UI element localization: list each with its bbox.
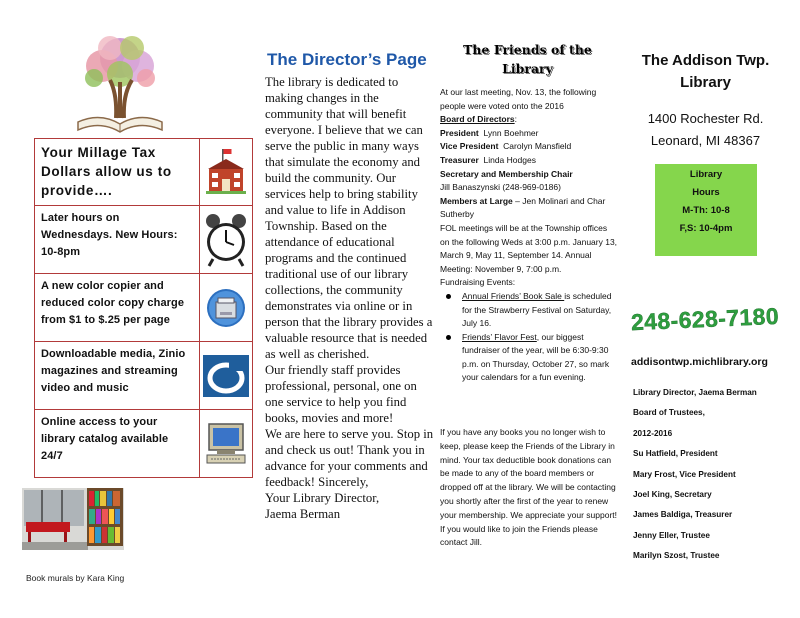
tax-table-row: [34, 274, 253, 342]
bookshelf-mural-icon: [87, 488, 123, 546]
director-page-title: The Director’s Page: [267, 50, 427, 69]
alarm-clock-icon: [203, 212, 249, 268]
director-paragraph: We are here to serve you. Stop in and check us out! Thank you in advance for your comments and feedback! Sincerely,: [265, 427, 434, 489]
overdrive-logo-icon: [203, 355, 249, 397]
tax-row-text: A new color copier and reduced color copy charge from $1 to $.25 per page: [34, 274, 200, 341]
officer-row: Treasurer Linda Hodges: [440, 154, 536, 165]
secretary-name: Jill Banaszynski (248-969-0186): [440, 182, 561, 193]
list-item: 2012-2016: [633, 428, 673, 438]
fundraising-events-list: [440, 290, 618, 385]
tax-table-row: [34, 206, 253, 274]
tax-table-row: [34, 342, 253, 410]
list-item: Board of Trustees,: [633, 408, 705, 418]
list-item: Annual Friends’ Book Sale is scheduled for the Strawberry Festival on Saturday, July 16.: [440, 290, 618, 331]
board-heading: Board of Directors: [440, 114, 515, 125]
tax-row-text: Later hours on Wednesdays. New Hours: 10-8pm: [34, 206, 200, 273]
tax-table-header-row: [34, 139, 253, 206]
library-name: The Addison Twp. Library: [641, 52, 770, 91]
officer-row: President Lynn Boehmer: [440, 127, 539, 138]
library-phone: 248-628-7180: [630, 302, 780, 336]
copier-icon: [206, 288, 246, 328]
tax-row-text: Online access to your library catalog available 24/7: [34, 410, 200, 477]
bullet-icon: [446, 335, 451, 340]
friends-intro: At our last meeting, Nov. 13, the following people were voted onto the 2016: [440, 87, 597, 111]
secretary-role: Secretary and Membership Chair: [440, 168, 573, 179]
staff-list: [633, 383, 793, 567]
library-address: 1400 Rochester Rd. Leonard, MI 48367: [647, 111, 764, 148]
list-item: Marilyn Szost, Trustee: [633, 551, 720, 561]
fundraising-heading: Fundraising Events:: [440, 277, 516, 288]
director-signature-title: Your Library Director,: [265, 491, 380, 505]
members-at-large: Members at Large – Jen Molinari and Char Sutherby: [440, 195, 606, 220]
millage-tax-table: [34, 138, 253, 478]
computer-icon: [203, 420, 249, 468]
officer-row: Vice President Carolyn Mansfield: [440, 141, 572, 152]
tax-row-text: Downloadable media, Zinio magazines and streaming video and music: [34, 342, 200, 409]
list-item: Su Hatfield, President: [633, 449, 718, 459]
director-letter: [265, 74, 435, 522]
friends-section: At our last meeting, Nov. 13, the following people were voted onto the 2016 Board of Directors: President Lynn Boehmer Vice President Carolyn Mansfield Treasurer Linda Hodges Secretary and Membership Chair Jill Banaszynski (248-969-0186) Members at Large – Jen Molinari and Char Sutherby FOL meetings will be at the Township offices on the following Weds at 3:00 p.m. January 13, March 9, May 11, September 14. Annual Meeting: November 9, 7:00 p.m. Fundraising Events: Annual Friends’ Book Sale is scheduled for the Strawberry Festival on Saturday, July 16. Friends’ Flavor Fest, our biggest fundraiser of the year, will be 6:30-9:30 p.m. on Thursday, October 27, so mark your calendars for a fun evening.: [440, 86, 618, 385]
friends-closing: If you have any books you no longer wish to keep, please keep the Friends of the Library in mind. Your tax deductible book donations can be made to any of the board members or dropped off at the library. We will be contacting you shortly after the first of the year to renew your membership. We appreciate your support! If you would like to join the Friends please contact Jill.: [440, 427, 618, 548]
list-item: James Baldiga, Treasurer: [633, 510, 733, 520]
school-building-icon: [204, 147, 248, 197]
friends-title: The Friends of the Library: [463, 42, 592, 76]
tax-table-row: [34, 410, 253, 478]
list-item: Mary Frost, Vice President: [633, 469, 736, 479]
list-item: Jenny Eller, Trustee: [633, 530, 710, 540]
tax-table-header: Your Millage Tax Dollars allow us to provide….: [34, 139, 200, 205]
list-item: Library Director, Jaema Berman: [633, 388, 757, 397]
list-item: Friends’ Flavor Fest, our biggest fundraiser of the year, will be 6:30-9:30 p.m. on Thursday, October 27, so mark your calendars for a fun evening.: [440, 331, 618, 385]
library-hours-box: Library Hours M-Th: 10-8 F,S: 10-4pm: [655, 164, 757, 256]
director-paragraph: The library is dedicated to making changes in the community that will benefit everyone. I believe that we can serve the public in many ways that simulate the economy and build the community. Our services help to bring stability and value to life in Addison Township. Based on the attendance of educational programs and the continued traditional use of our library collections, the community demonstrates via online or in person that the library provides a valuable resource that is needed as well as cherished.: [265, 75, 433, 361]
director-signature-name: Jaema Berman: [265, 507, 341, 521]
mural-caption: Book murals by Kara King: [26, 573, 125, 583]
library-website[interactable]: addisontwp.michlibrary.org: [631, 356, 768, 368]
list-item: Joel King, Secretary: [633, 490, 712, 500]
meeting-schedule: FOL meetings will be at the Township offices on the following Weds at 3:00 p.m. January 13, March 9, May 11, September 14. Annual Meeting: November 9, 7:00 p.m.: [440, 222, 618, 274]
tree-book-logo-icon: [70, 30, 170, 140]
director-paragraph: Our friendly staff provides professional, personal, one on one service to help you find books, movies and more!: [265, 363, 417, 425]
bullet-icon: [446, 294, 451, 299]
